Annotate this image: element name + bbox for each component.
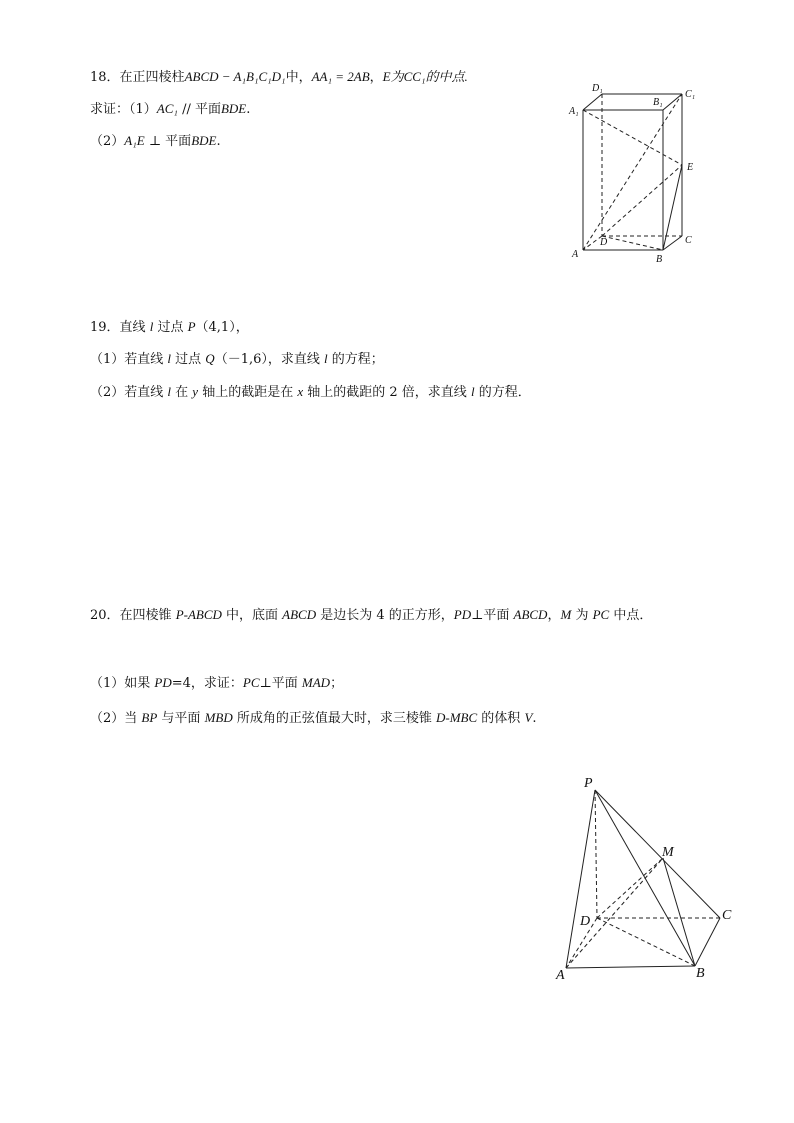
q18-p2-end: .: [216, 134, 221, 149]
edge-ab: [566, 966, 695, 968]
q18-p2-rest: ⊥ 平面: [144, 134, 192, 149]
q19-stem-a: 19．直线: [90, 320, 150, 335]
q19-p2-d: 轴上的截距的 2 倍，求直线: [303, 385, 471, 400]
label-a: A: [556, 968, 565, 983]
q18-e-text: E为CC₁的中点.: [382, 69, 468, 84]
q19-p2-y: y: [192, 384, 199, 399]
q18-p2-math: A₁E: [124, 133, 145, 148]
q20-p2-v: V: [524, 710, 533, 725]
q18-number: 18: [90, 70, 107, 85]
q18-prove-label: 求证：: [90, 102, 130, 117]
q19-part1: [90, 348, 384, 367]
q19-p2-a: （2）若直线: [90, 385, 168, 400]
hidden-am: [566, 858, 663, 968]
q20-p2-e: .: [532, 711, 537, 726]
q20-part2: [90, 707, 537, 726]
q19-p2-c: 轴上的截距是在: [198, 385, 298, 400]
q19-p2-x: x: [297, 384, 304, 399]
q20-p1-b: =4，求证：: [171, 676, 243, 691]
q19-p1-l2: l: [324, 351, 328, 366]
q19-stem: [90, 316, 249, 335]
q18-relation: AA₁ = 2AB: [311, 69, 370, 84]
q18-stem: [90, 66, 468, 85]
q20-p1-mad: MAD: [301, 675, 331, 690]
label-b: B: [656, 254, 663, 265]
label-a1: A₁: [569, 106, 579, 117]
q19-stem-b: 过点: [153, 320, 188, 335]
q19-p2-e: 的方程．: [474, 385, 531, 400]
q19-p1-d: 的方程；: [327, 352, 384, 367]
q20-p2-a: （2）当: [90, 711, 142, 726]
label-a: A: [572, 249, 579, 260]
edge-b1c1: [663, 94, 682, 110]
hidden-pd: [595, 790, 597, 918]
q20-s-pyr: P-ABCD: [175, 607, 222, 622]
q19-p1-a: （1）若直线: [90, 352, 168, 367]
edge-mb: [663, 858, 695, 966]
q18-p1-rest: // 平面: [177, 102, 221, 117]
q20-s-d: ⊥平面: [471, 608, 514, 623]
q20-s-f: 为: [571, 608, 593, 623]
q18-prism: ABCD − A₁B₁C₁D₁: [184, 69, 286, 84]
edge-d1a1: [583, 94, 602, 110]
q20-p1-pc: PC: [242, 675, 260, 690]
q20-p1-pd: PD: [154, 675, 172, 690]
q19-p2-b: 在: [171, 385, 193, 400]
q20-p2-mbd: MBD: [204, 710, 233, 725]
q18-p2-plane: BDE: [191, 133, 217, 148]
hidden-db: [602, 236, 663, 250]
q20-s-g: 中点．: [609, 608, 653, 623]
q20-s-pc: PC: [592, 607, 610, 622]
q19-p1-c: （－1,6），求直线: [214, 352, 324, 367]
q18-prism-figure: [560, 80, 710, 270]
label-b: B: [696, 966, 705, 981]
q20-s-pd: PD: [453, 607, 472, 622]
edge-bc: [695, 918, 720, 966]
q18-mid-text: 中，: [285, 70, 312, 85]
q20-p2-c: 所成角的正弦值最大时，求三棱锥: [232, 711, 436, 726]
q20-p2-dmbc: D-MBC: [436, 710, 478, 725]
q18-p1-end: .: [246, 102, 251, 117]
label-c: C: [685, 235, 692, 246]
q20-pyramid-figure: [545, 770, 745, 990]
label-d1: D₁: [592, 83, 603, 94]
q20-p2-bp: BP: [141, 710, 158, 725]
q18-part2: [90, 130, 221, 149]
q20-p2-d: 的体积: [477, 711, 525, 726]
q19-part2: [90, 381, 531, 400]
q20-stem: [90, 604, 652, 623]
q19-p1-q: Q: [205, 351, 215, 366]
q20-s-b: 中，底面: [221, 608, 283, 623]
q20-p2-b: 与平面: [157, 711, 205, 726]
q20-s-m: M: [560, 607, 572, 622]
q20-p1-a: （1）如果: [90, 676, 155, 691]
q20-s-e: ，: [547, 608, 561, 623]
q20-p1-c: ⊥平面: [259, 676, 302, 691]
q19-p1-b: 过点: [171, 352, 206, 367]
q19-p: P: [187, 319, 196, 334]
q18-p1-num: （1）: [129, 102, 157, 117]
q18-comma: ，: [369, 70, 383, 85]
q18-stem-prefix: ．在正四棱柱: [106, 70, 185, 85]
hidden-db: [597, 918, 695, 966]
edge-be: [663, 165, 682, 250]
q19-p2-l: l: [167, 384, 172, 399]
hidden-dm: [597, 858, 663, 918]
q20-s-base: ABCD: [282, 607, 317, 622]
label-p: P: [584, 776, 593, 791]
q20-p1-d: ；: [330, 676, 344, 691]
label-d: D: [580, 914, 591, 929]
label-d: D: [600, 237, 608, 248]
q20-s-a: 20．在四棱锥: [90, 608, 176, 623]
edge-pa: [566, 790, 595, 968]
q19-l1: l: [149, 319, 154, 334]
label-c: C: [722, 908, 732, 923]
q20-part1: [90, 672, 343, 691]
label-m: M: [662, 845, 674, 860]
edge-pc: [595, 790, 720, 918]
q20-s-base2: ABCD: [513, 607, 548, 622]
q18-p2-num: （2）: [90, 134, 125, 149]
hidden-ac1: [583, 94, 682, 250]
q18-p1-plane: BDE: [220, 101, 247, 116]
q19-stem-c: （4,1），: [195, 320, 249, 335]
label-e: E: [687, 162, 694, 173]
q20-s-c: 是边长为 4 的正方形，: [316, 608, 454, 623]
label-b1: B₁: [653, 97, 663, 108]
label-c1: C₁: [685, 89, 696, 100]
q18-p1-math: AC₁: [156, 101, 178, 116]
q19-p1-l: l: [167, 351, 172, 366]
q18-part1: [90, 98, 250, 117]
q19-p2-l2: l: [470, 384, 475, 399]
